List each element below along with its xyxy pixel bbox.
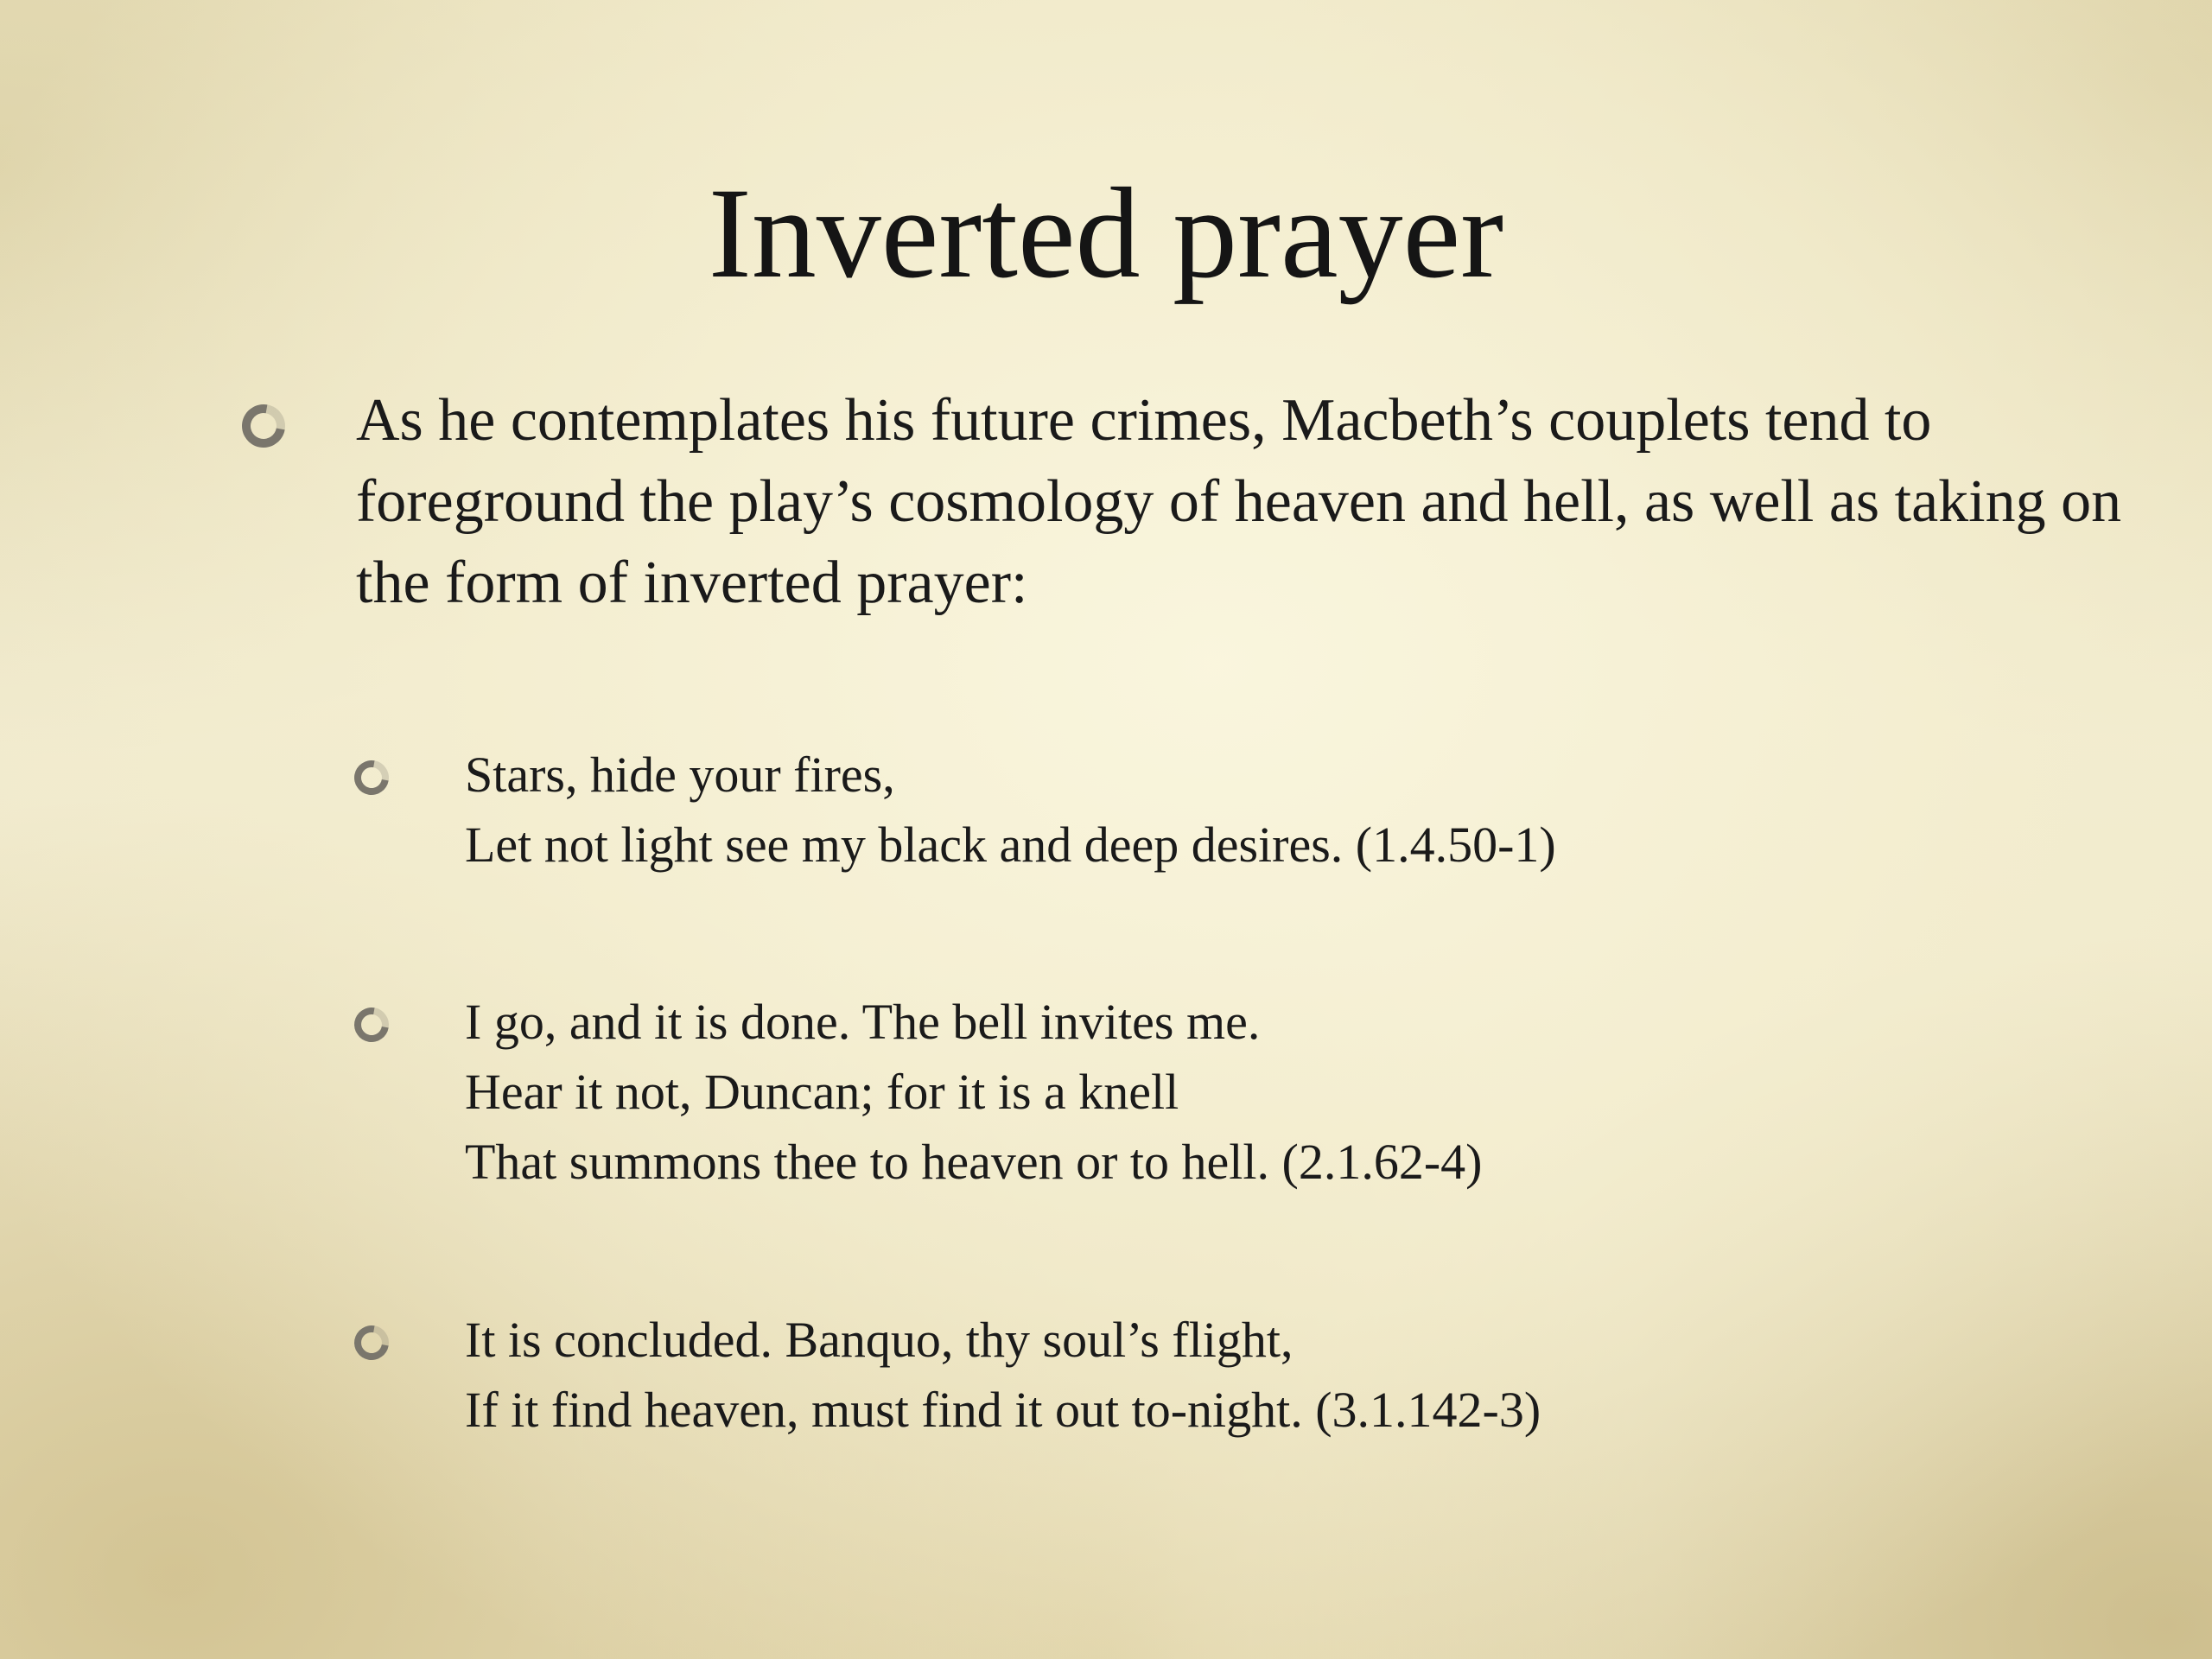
open-circle-bullet-icon (347, 1319, 396, 1367)
quote-line: Stars, hide your fires, (465, 747, 895, 803)
quote-lines (465, 987, 1934, 1197)
main-bullet-text: As he contemplates his future crimes, Macbeth’s couplets tend to foreground the play’s cosmology of heaven and hell, as well as taking on the form of inverted prayer: (356, 387, 2122, 616)
quote-line: Let not light see my black and deep desires. (1.4.50-1) (465, 817, 1556, 873)
quote-line: That summons thee to heaven or to hell. (2.1.62-4) (465, 1134, 1483, 1190)
quote-line: If it find heaven, must find it out to-night. (3.1.142-3) (465, 1382, 1541, 1438)
quote-lines (465, 1305, 1934, 1445)
open-circle-bullet-icon (347, 1001, 396, 1049)
open-circle-bullet-icon (347, 753, 396, 802)
quote-line: It is concluded. Banquo, thy soul’s flight, (465, 1312, 1294, 1368)
quote-line: I go, and it is done. The bell invites me. (465, 994, 1261, 1050)
slide-title: Inverted prayer (708, 162, 1504, 305)
open-circle-bullet-icon (233, 396, 294, 456)
quote-lines (465, 740, 1934, 880)
quote-line: Hear it not, Duncan; for it is a knell (465, 1064, 1179, 1120)
